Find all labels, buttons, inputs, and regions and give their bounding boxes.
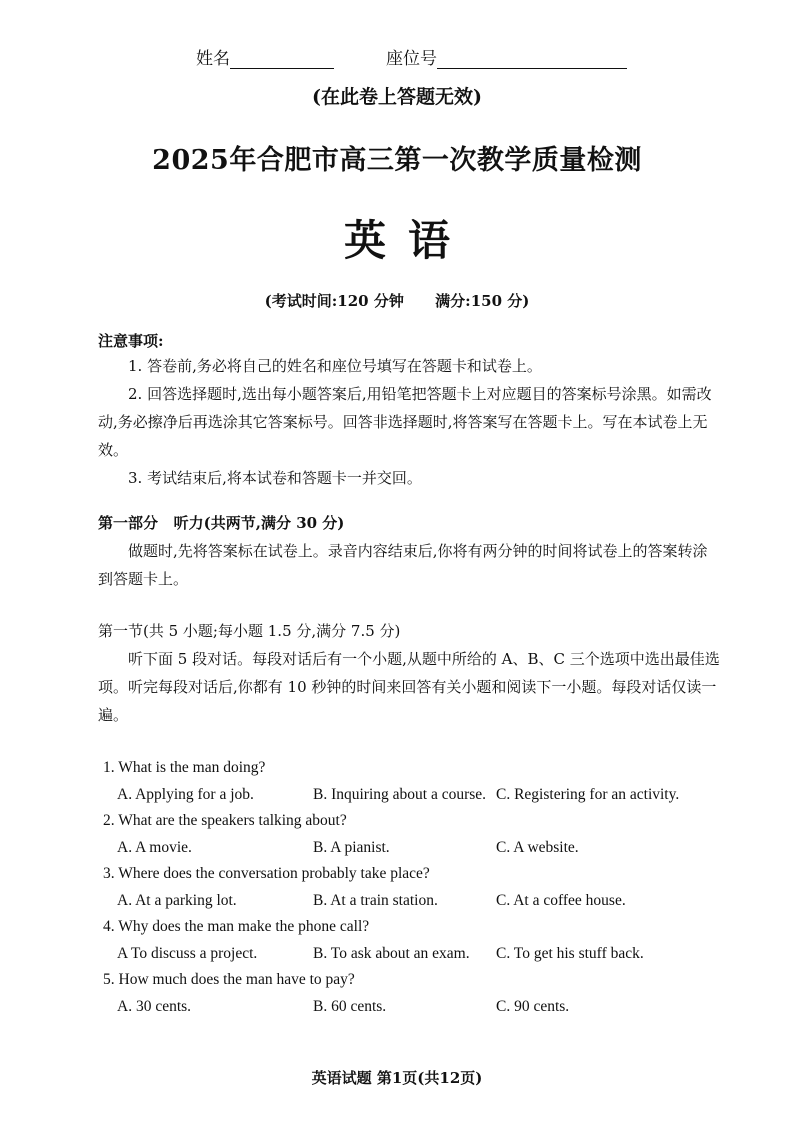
option-b: B. A pianist. bbox=[313, 839, 390, 856]
option-c: C. At a coffee house. bbox=[496, 892, 626, 909]
option-c: C. A website. bbox=[496, 839, 579, 856]
question-options bbox=[103, 940, 723, 967]
option-a: A To discuss a project. bbox=[117, 945, 258, 962]
question-options bbox=[103, 887, 723, 914]
notes-list bbox=[98, 352, 720, 492]
seat-blank bbox=[437, 50, 627, 69]
option-a: A. Applying for a job. bbox=[117, 786, 254, 803]
section1-instructions: 听下面 5 段对话。每段对话后有一个小题,从题中所给的 A、B、C 三个选项中选出最佳选项。听完每段对话后,你都有 10 秒钟的时间来回答有关小题和阅读下一小题。每段对话仅读一遍。 bbox=[98, 650, 720, 724]
question-options bbox=[103, 993, 723, 1020]
invalid-answer-notice: (在此卷上答题无效) bbox=[312, 86, 482, 108]
exam-title: 2025年合肥市高三第一次教学质量检测 bbox=[152, 145, 642, 176]
question-options bbox=[103, 834, 723, 861]
option-b: B. At a train station. bbox=[313, 892, 438, 909]
question-stem: 4. Why does the man make the phone call? bbox=[103, 918, 370, 935]
option-c: C. To get his stuff back. bbox=[496, 945, 644, 962]
question-stem: 5. How much does the man have to pay? bbox=[103, 971, 355, 988]
name-label: 姓名 bbox=[196, 49, 230, 69]
name-blank bbox=[230, 50, 334, 69]
question-list bbox=[103, 755, 723, 1020]
subject-title: 英语 bbox=[343, 216, 472, 265]
note-item: 2. 回答选择题时,选出每小题答案后,用铅笔把答题卡上对应题目的答案标号涂黑。如需改动,务必擦净后再选涂其它答案标号。回答非选择题时,将答案写在答题卡上。写在本试卷上无效。 bbox=[98, 385, 712, 459]
exam-time-info: (考试时间:120 分钟 满分:150 分) bbox=[264, 292, 530, 310]
seat-label: 座位号 bbox=[386, 49, 437, 69]
question-item bbox=[103, 861, 723, 914]
option-b: B. To ask about an exam. bbox=[313, 945, 470, 962]
option-b: B. 60 cents. bbox=[313, 998, 387, 1015]
option-c: C. Registering for an activity. bbox=[496, 786, 680, 803]
part1-instructions: 做题时,先将答案标在试卷上。录音内容结束后,你将有两分钟的时间将试卷上的答案转涂到答题卡上。 bbox=[98, 542, 708, 588]
option-c: C. 90 cents. bbox=[496, 998, 570, 1015]
question-item bbox=[103, 755, 723, 808]
question-stem: 3. Where does the conversation probably take place? bbox=[103, 865, 430, 882]
candidate-info-line bbox=[196, 44, 627, 69]
question-item bbox=[103, 808, 723, 861]
option-b: B. Inquiring about a course. bbox=[313, 786, 487, 803]
section1-heading: 第一节(共 5 小题;每小题 1.5 分,满分 7.5 分) bbox=[98, 622, 401, 640]
question-item bbox=[103, 914, 723, 967]
question-stem: 2. What are the speakers talking about? bbox=[103, 812, 347, 829]
page-footer: 英语试题 第1页(共12页) bbox=[311, 1069, 483, 1087]
question-options bbox=[103, 781, 723, 808]
option-a: A. A movie. bbox=[117, 839, 192, 856]
note-item: 1. 答卷前,务必将自己的姓名和座位号填写在答题卡和试卷上。 bbox=[128, 357, 542, 375]
option-a: A. At a parking lot. bbox=[117, 892, 237, 909]
option-a: A. 30 cents. bbox=[117, 998, 192, 1015]
note-item: 3. 考试结束后,将本试卷和答题卡一并交回。 bbox=[128, 469, 422, 487]
question-stem: 1. What is the man doing? bbox=[103, 759, 266, 776]
question-item bbox=[103, 967, 723, 1020]
notes-heading: 注意事项: bbox=[98, 332, 164, 350]
part1-heading: 第一部分 听力(共两节,满分 30 分) bbox=[98, 514, 345, 532]
